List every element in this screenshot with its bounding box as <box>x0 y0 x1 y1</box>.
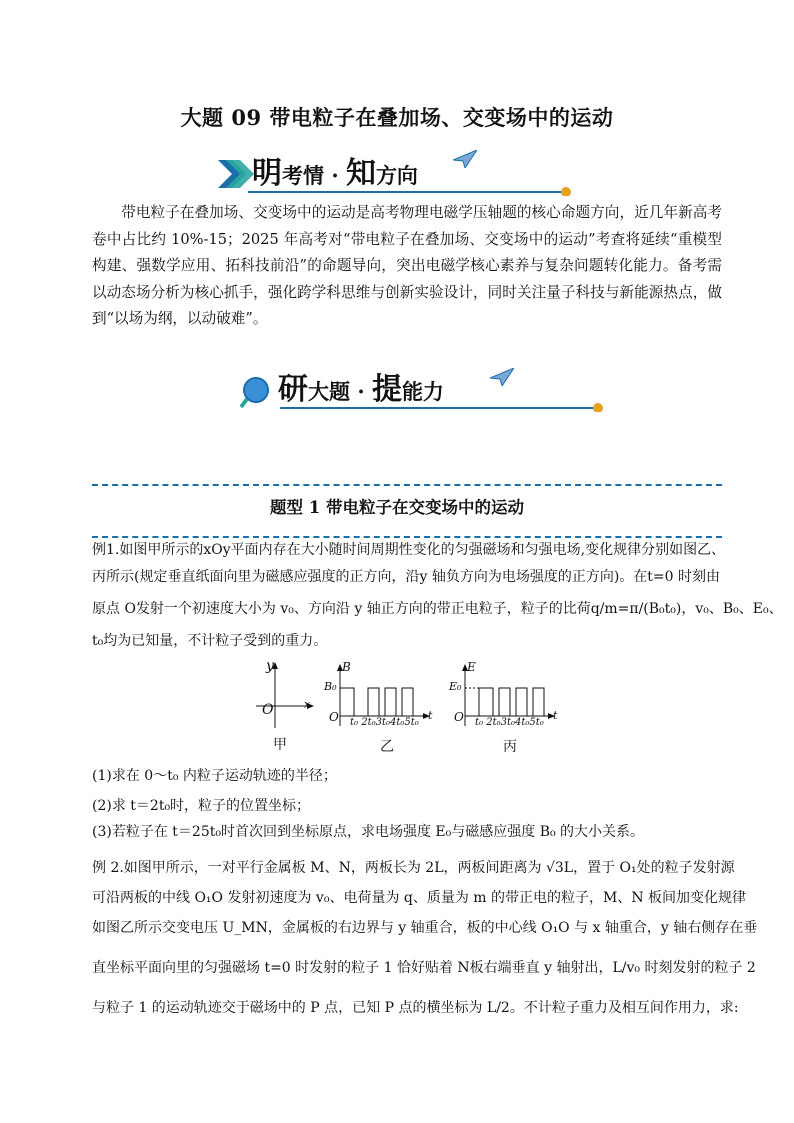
figure-yi <box>322 660 440 755</box>
divider-top <box>92 484 722 486</box>
example2-line2: 可沿两板的中线 O₁O 发射初速度为 v₀、电荷量为 q、质量为 m 的带正电的粒子，M、N 板间加变化规律 <box>92 890 747 906</box>
banner-char-yan: 研 <box>278 372 308 407</box>
figure-bing-caption: 丙 <box>503 739 517 755</box>
divider-bottom <box>92 536 722 538</box>
banner-word-fangxiang: 方向 <box>375 163 418 188</box>
paper-plane-icon <box>490 368 514 386</box>
banner-dot: · <box>331 163 339 188</box>
banner-word-dati: 大题 <box>308 379 350 404</box>
figure-jia-caption: 甲 <box>273 737 287 753</box>
section-banner-abilities <box>240 360 610 410</box>
question-2: (2)求 t＝2t₀时，粒子的位置坐标； <box>92 798 311 814</box>
figure-jia-axes <box>250 660 320 730</box>
figure-jia-x-label: x <box>304 698 311 711</box>
banner-word-nengli: 能力 <box>401 379 444 404</box>
section-title: 题型 1 带电粒子在交变场中的运动 <box>270 498 524 517</box>
banner-word-kaoqing: 考情 <box>282 163 324 188</box>
page-title: 大题 09 带电粒子在叠加场、交变场中的运动 <box>180 105 614 130</box>
example1-line4: t₀均为已知量，不计粒子受到的重力。 <box>92 633 328 649</box>
figure-yi-axis-label: B <box>342 660 351 674</box>
figure-yi-t-label: t <box>428 709 433 722</box>
example2-line1: 例 2.如图甲所示，一对平行金属板 M、N，两板长为 2L，两板间距离为 √3L，置于 O₁处的粒子发射源 <box>92 860 735 876</box>
example2-line4: 直坐标平面向里的匀强磁场 t=0 时发射的粒子 1 恰好贴着 N板右端垂直 y 轴射出，L/v₀ 时刻发射的粒子 2 <box>92 960 756 976</box>
figure-jia-origin: O <box>262 702 274 718</box>
banner-char-zhi: 知 <box>345 156 376 191</box>
figure-yi-ticks: t₀ 2t₀3t₀4t₀5t₀ <box>350 717 419 728</box>
example1-line3: 原点 O发射一个初速度大小为 v₀、方向沿 y 轴正方向的带正电粒子，粒子的比荷q/m=π/(B₀t₀)，v₀、B₀、E₀、 <box>92 601 783 617</box>
figure-bing-ticks: t₀ 2t₀3t₀4t₀5t₀ <box>475 717 544 728</box>
figure-bing-axis-label: E <box>467 660 476 674</box>
question-3: (3)若粒子在 t＝25t₀时首次回到坐标原点，求电场强度 E₀与磁感应强度 B₀ 的大小关系。 <box>92 824 645 840</box>
figure-bing <box>447 660 565 755</box>
example2-line3: 如图乙所示交变电压 U_MN，金属板的右边界与 y 轴重合，板的中心线 O₁O 与 x 轴重合，y 轴右侧存在垂 <box>92 920 758 936</box>
banner-char-ti: 提 <box>371 372 402 407</box>
example2-line5: 与粒子 1 的运动轨迹交于磁场中的 P 点，已知 P 点的横坐标为 L/2。不计粒子重力及相互间作用力，求: <box>92 1000 739 1016</box>
figure-jia <box>250 658 320 753</box>
question-1: (1)求在 0～t₀ 内粒子运动轨迹的半径； <box>92 768 337 784</box>
banner-dot: · <box>357 379 365 404</box>
figure-bing-t-label: t <box>553 709 558 722</box>
figure-yi-caption: 乙 <box>380 739 394 755</box>
example1-line1: 例1.如图甲所示的xOy平面内存在大小随时间周期性变化的匀强磁场和匀强电场,变化规律分别如图乙、 <box>92 542 726 558</box>
paper-plane-icon <box>453 150 477 168</box>
figure-yi-origin: O <box>329 710 339 724</box>
intro-paragraph: 带电粒子在叠加场、交变场中的运动是高考物理电磁学压轴题的核心命题方向，近几年新高考卷中占比约 10%-15；2025 年高考对“带电粒子在叠加场、交变场中的运动”考查将延续“重模型构建、强数学应用、拓科技前沿”的命题导向，突出电磁学核心素养与复杂问题转化能力。备考需以动态场分析为核心抓手，强化跨学科思维与创新实验设计，同时关注量子科技与新能源热点，做到“以场为纲，以动破难”。 <box>92 204 722 327</box>
figure-yi-level: B₀ <box>324 680 337 693</box>
figure-bing-origin: O <box>454 710 464 724</box>
example1-line2: 丙所示(规定垂直纸面向里为磁感应强度的正方向，沿y 轴负方向为电场强度的正方向)。在t=0 时刻由 <box>92 569 720 585</box>
figure-jia-y-label: y <box>266 658 274 674</box>
banner-char-ming: 明 <box>252 156 282 191</box>
section-banner-exam-trends <box>218 148 578 198</box>
figure-bing-level: E₀ <box>449 680 462 693</box>
